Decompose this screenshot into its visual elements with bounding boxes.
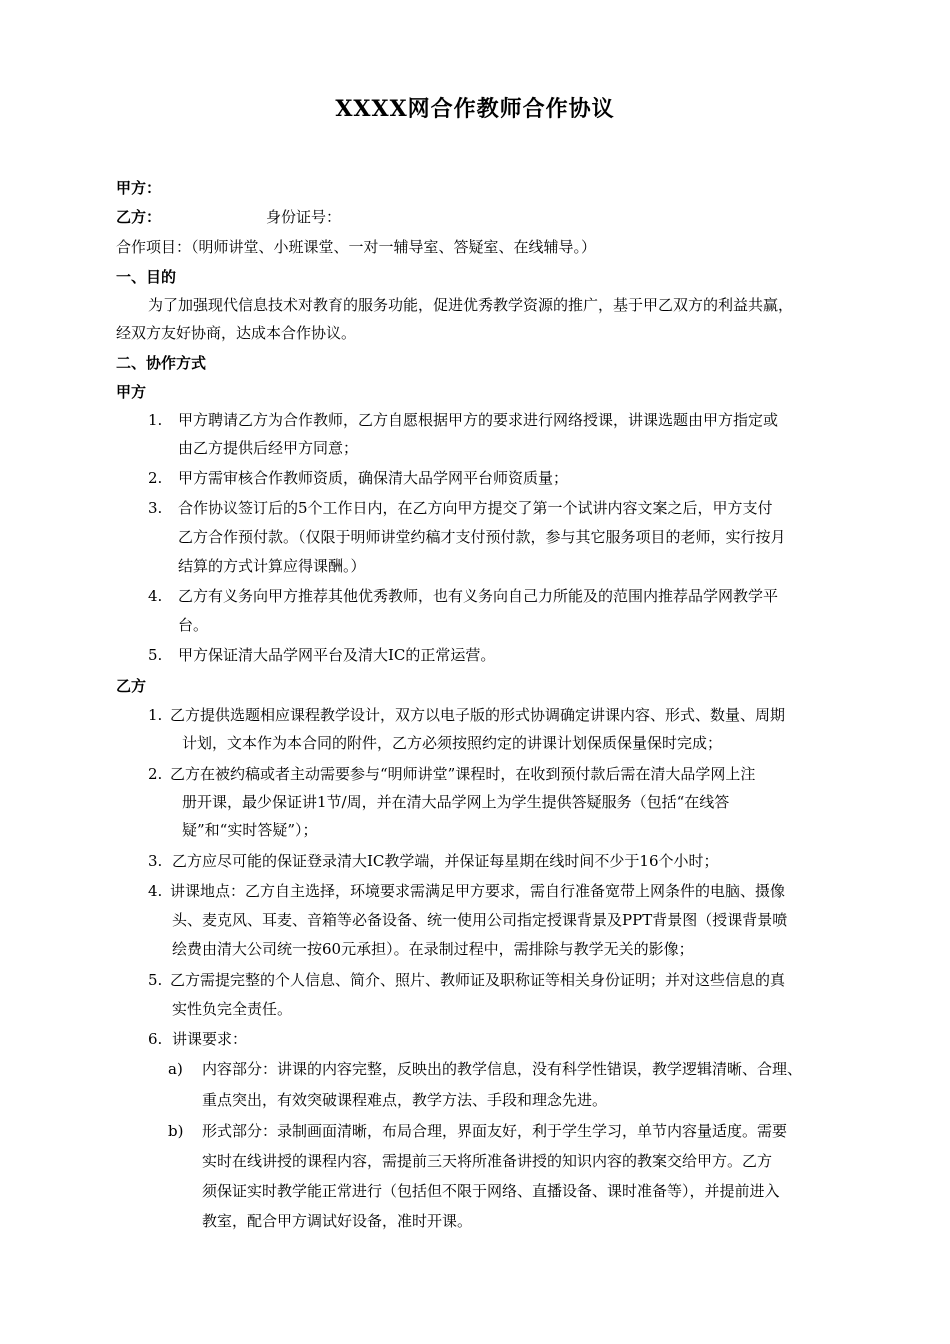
- list-item-text: 乙方有义务向甲方推荐其他优秀教师，也有义务向自己力所能及的范围内推荐品学网教学平: [178, 587, 779, 605]
- list-item-text: 实性负完全责任。: [172, 1000, 293, 1018]
- list-item-number: 3.: [148, 852, 163, 870]
- list-item-text: 讲课要求：: [172, 1030, 248, 1048]
- list-item-text: 头、麦克风、耳麦、音箱等必备设备、统一使用公司指定授课背景及PPT背景图（授课背景喷: [172, 911, 788, 929]
- party-b-heading: 乙方: [116, 677, 147, 695]
- sub-item-text: 重点突出，有效突破课程难点，教学方法、手段和理念先进。: [202, 1091, 608, 1109]
- list-item-text: 甲方保证清大品学网平台及清大IC的正常运营。: [178, 646, 496, 664]
- section-1-text-line-1: 为了加强现代信息技术对教育的服务功能，促进优秀教学资源的推广，基于甲乙双方的利益共赢，: [148, 296, 794, 314]
- section-1-text-line-2: 经双方友好协商，达成本合作协议。: [116, 324, 357, 342]
- list-item-number: 3.: [148, 499, 163, 517]
- id-number-label: 身份证号：: [266, 208, 342, 226]
- party-b-label: 乙方：: [116, 208, 162, 226]
- list-item-text: 由乙方提供后经甲方同意；: [178, 439, 359, 457]
- list-item-text: 乙方在被约稿或者主动需要参与“明师讲堂”课程时，在收到预付款后需在清大品学网上注: [170, 765, 756, 783]
- list-item-number: 1.: [148, 706, 163, 724]
- list-item-text: 乙方提供选题相应课程教学设计，双方以电子版的形式协调确定讲课内容、形式、数量、周期: [170, 706, 786, 724]
- list-item-number: 2.: [148, 765, 163, 783]
- party-a-label: 甲方：: [116, 179, 162, 197]
- sub-item-text: 教室，配合甲方调试好设备，准时开课。: [202, 1212, 473, 1230]
- list-item-text: 甲方需审核合作教师资质，确保清大品学网平台师资质量；: [178, 469, 569, 487]
- list-item-number: 5.: [148, 646, 163, 664]
- list-item-number: 4.: [148, 882, 163, 900]
- cooperation-project: 合作项目：（明师讲堂、小班课堂、一对一辅导室、答疑室、在线辅导。）: [116, 238, 597, 256]
- list-item-number: 6.: [148, 1030, 163, 1048]
- list-item-text: 计划，文本作为本合同的附件，乙方必须按照约定的讲课计划保质保量保时完成；: [182, 734, 723, 752]
- list-item-text: 乙方合作预付款。（仅限于明师讲堂约稿才支付预付款，参与其它服务项目的老师，实行按月: [178, 528, 786, 546]
- list-item-text: 疑”和“实时答疑”）；: [182, 821, 318, 839]
- list-item-text: 册开课，最少保证讲1节/周，并在清大品学网上为学生提供答疑服务（包括“在线答: [182, 793, 730, 811]
- list-item-text: 台。: [178, 616, 209, 634]
- section-2-heading: 二、协作方式: [116, 354, 207, 372]
- sub-item-text: 形式部分：录制画面清晰，布局合理，界面友好，利于学生学习，单节内容量适度。需要: [202, 1122, 788, 1140]
- sub-item-text: 须保证实时教学能正常进行（包括但不限于网络、直播设备、课时准备等），并提前进入: [202, 1182, 780, 1200]
- sub-item-text: 内容部分：讲课的内容完整，反映出的教学信息，没有科学性错误，教学逻辑清晰、合理、: [202, 1060, 803, 1078]
- sub-item-text: 实时在线讲授的课程内容，需提前三天将所准备讲授的知识内容的教案交给甲方。乙方: [202, 1152, 773, 1170]
- document-title: XXXX网合作教师合作协议: [335, 96, 615, 122]
- section-1-heading: 一、目的: [116, 268, 177, 286]
- list-item-text: 绘费由清大公司统一按60元承担）。在录制过程中，需排除与教学无关的影像；: [172, 940, 694, 958]
- list-item-number: 1.: [148, 411, 163, 429]
- list-item-text: 乙方应尽可能的保证登录清大IC教学端，并保证每星期在线时间不少于16个小时；: [172, 852, 719, 870]
- list-item-number: 5.: [148, 971, 163, 989]
- list-item-number: 2.: [148, 469, 163, 487]
- list-item-text: 结算的方式计算应得课酬。）: [178, 557, 366, 575]
- list-item-text: 合作协议签订后的5个工作日内，在乙方向甲方提交了第一个试讲内容文案之后，甲方支付: [178, 499, 773, 517]
- sub-item-label: b): [168, 1122, 184, 1140]
- sub-item-label: a): [168, 1060, 183, 1078]
- party-a-heading: 甲方: [116, 383, 147, 401]
- list-item-text: 乙方需提完整的个人信息、简介、照片、教师证及职称证等相关身份证明；并对这些信息的真: [170, 971, 786, 989]
- list-item-text: 甲方聘请乙方为合作教师，乙方自愿根据甲方的要求进行网络授课，讲课选题由甲方指定或: [178, 411, 779, 429]
- list-item-text: 讲课地点：乙方自主选择，环境要求需满足甲方要求，需自行准备宽带上网条件的电脑、摄像: [170, 882, 786, 900]
- list-item-number: 4.: [148, 587, 163, 605]
